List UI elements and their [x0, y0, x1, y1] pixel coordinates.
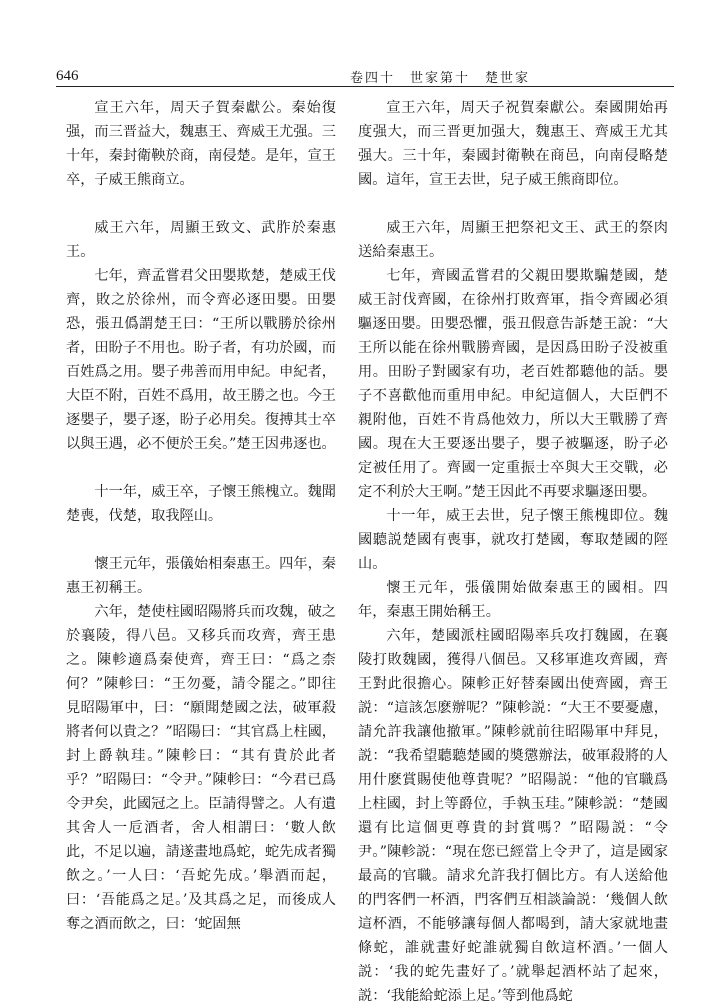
classical-text-column [66, 96, 336, 936]
paragraph: 六年，楚國派柱國昭陽率兵攻打魏國，在襄陵打敗魏國，獲得八個邑。又移軍進攻齊國，齊王對此很擔心。陳軫正好替秦國出使齊國，齊王説：“這該怎麽辦呢？”陳軫説：“大王不要憂慮，請允許我讓他撤軍。”陳軫就前往昭陽軍中拜見，説：“我希望聽聽楚國的奬懲辦法，破軍殺將的人用什麽賞賜使他尊貴呢？”昭陽説：“他的官職爲上柱國，封上等爵位，手執玉珪。”陳軫説：“楚國還有比這個更尊貴的封賞嗎？”昭陽説：“令尹。”陳軫説：“現在您已經當上令尹了，這是國家最高的官職。請求允許我打個比方。有人送給他的門客們一杯酒，門客們互相談論説：‘幾個人飲這杯酒，不能够讓每個人都喝到，請大家就地畫條蛇，誰就畫好蛇誰就獨自飲這杯酒。’一個人説：‘我的蛇先畫好了。’就舉起酒杯站了起來，説：‘我能給蛇添上足。’等到他爲蛇 [358, 628, 668, 1004]
paragraph: 六年，楚使柱國昭陽將兵而攻魏，破之於襄陵，得八邑。又移兵而攻齊，齊王患之。陳軫適爲秦使齊，齊王曰：“爲之柰何？”陳軫曰：“王勿憂，請令罷之。”即往見昭陽軍中，曰：“願聞楚國之法，破軍殺將者何以貴之？”昭陽曰：“其官爲上柱國，封上爵執珪。”陳軫曰：“其有貴於此者乎？”昭陽曰：“令尹。”陳軫曰：“今君已爲令尹矣，此國冠之上。臣請得譬之。人有遺其舍人一卮酒者，舍人相謂曰：‘數人飲此，不足以遍，請遂畫地爲蛇，蛇先成者獨飲之。’一人曰：‘吾蛇先成。’舉酒而起，曰：‘吾能爲之足。’及其爲之足，而後成人奪之酒而飲之，曰：‘蛇固無 [66, 604, 336, 932]
header-rule [56, 86, 674, 87]
paragraph: 宣王六年，周天子賀秦獻公。秦始復强，而三晋益大，魏惠王、齊威王尤强。三十年，秦封衛鞅於商，南侵楚。是年，宣王卒，子威王熊商立。 [66, 100, 336, 188]
paragraph: 十一年，威王去世，兒子懷王熊槐即位。魏國聽説楚國有喪事，就攻打楚國，奪取楚國的陘山。 [358, 508, 668, 572]
paragraph: 宣王六年，周天子祝賀秦獻公。秦國開始再度强大，而三晋更加强大，魏惠王、齊威王尤其强大。三十年，秦國封衛鞅在商邑，向南侵略楚國。這年，宣王去世，兒子威王熊商即位。 [358, 100, 668, 188]
page-header [56, 66, 676, 92]
paragraph: 威王六年，周顯王把祭祀文王、武王的祭肉送給秦惠王。 [358, 220, 668, 260]
paragraph: 十一年，威王卒，子懷王熊槐立。魏聞楚喪，伐楚，取我陘山。 [66, 484, 336, 524]
paragraph: 七年，齊孟嘗君父田嬰欺楚，楚威王伐齊，敗之於徐州，而令齊必逐田嬰。田嬰恐，張丑僞謂楚王曰：“王所以戰勝於徐州者，田盼子不用也。盼子者，有功於國，而百姓爲之用。嬰子弗善而用申紀。申紀者，大臣不附，百姓不爲用，故王勝之也。今王逐嬰子，嬰子逐，盼子必用矣。復搏其士卒以與王遇，必不便於王矣。”楚王因弗逐也。 [66, 268, 336, 452]
paragraph: 七年，齊國孟嘗君的父親田嬰欺騙楚國，楚威王討伐齊國，在徐州打敗齊軍，指令齊國必須驅逐田嬰。田嬰恐懼，張丑假意告訴楚王說：“大王所以能在徐州戰勝齊國，是因爲田盼子没被重用。田盼子對國家有功，老百姓都聽他的話。嬰子不喜歡他而重用申紀。申紀這個人，大臣們不親附他，百姓不肯爲他效力，所以大王戰勝了齊國。現在大王要逐出嬰子，嬰子被驅逐，盼子必定被任用了。齊國一定重振士卒與大王交戰，必定不利於大王啊。”楚王因此不再要求驅逐田嬰。 [358, 268, 668, 500]
running-title: 卷四十 世家第十 楚世家 [350, 71, 531, 86]
page-number: 646 [56, 68, 79, 84]
paragraph: 威王六年，周顯王致文、武胙於秦惠王。 [66, 220, 336, 260]
paragraph: 懷王元年，張儀始相秦惠王。四年，秦惠王初稱王。 [66, 556, 336, 596]
paragraph: 懷王元年，張儀開始做秦惠王的國相。四年，秦惠王開始稱王。 [358, 580, 668, 620]
translation-text-column [358, 96, 668, 1008]
